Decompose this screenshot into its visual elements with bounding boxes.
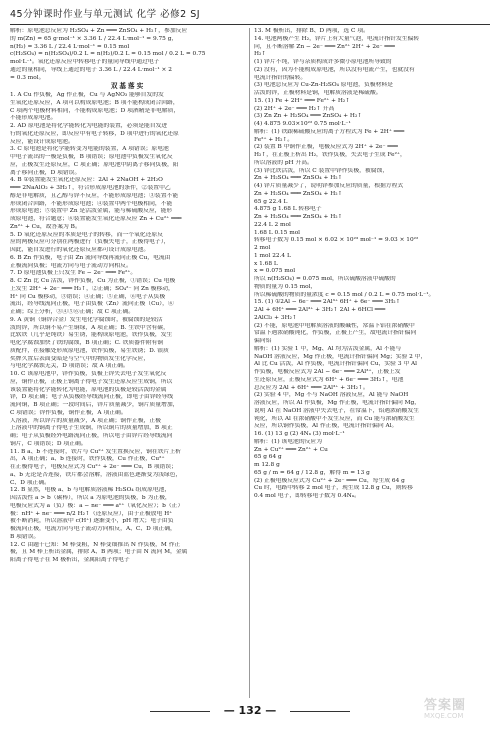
text-line: 65 g 64 g bbox=[254, 454, 282, 461]
text-line: 4.875 g 1.68 L 转移电子 bbox=[254, 206, 322, 213]
text-line: 10. C 该原电池中，锌作负极，负极上锌失去电子发生氧化反 bbox=[10, 371, 167, 377]
text-line: 向，且不断溶解 Zn − 2e⁻ ═══ Zn²⁺ 2H⁺ + 2e⁻ ═══ bbox=[254, 43, 395, 50]
text-line: 正极流向负极；电流方向与电子流动方向相反。 bbox=[10, 262, 132, 269]
text-line: Zn + H₂SO₄ ═══ ZnSO₄ + H₂↑ bbox=[254, 190, 343, 197]
text-line: Zn + H₂SO₄ ═══ ZnSO₄ + H₂↑ bbox=[254, 175, 343, 182]
text-line: 醇是非电解质，且乙醇与锌不反应，不能形成原电池；③装置不能 bbox=[10, 192, 179, 199]
text-line: 15. (1) ①2Al − 6e⁻ ═══ 2Al³⁺ 6H⁺ + 6e⁻ ═══ 3H₂↑ bbox=[254, 299, 401, 306]
text-line: 22.4 L 2 mol bbox=[254, 221, 291, 228]
text-line: 形成原电池；⑤装置中 Zn 是活泼金属，能与稀硫酸反应，能形 bbox=[10, 208, 173, 215]
text-line: Zn + Cu²⁺ ═══ Zn²⁺ + Cu bbox=[254, 446, 328, 453]
text-line: = 0.3 mol。 bbox=[10, 74, 45, 81]
text-line: 说明 Al 在 NaOH 溶液中失去电子，在常温下，铝遇浓硝酸发生 bbox=[254, 407, 420, 414]
text-line: 2. AD 原电池是将化学能转化为电能的装置，必须是能自发进 bbox=[10, 123, 168, 129]
text-line: 解析：原电池总反应为 H₂SO₄ + Zn ═══ ZnSO₄ + H₂↑，参加反应 bbox=[10, 28, 188, 34]
text-line: 65 g 22.4 L bbox=[254, 198, 288, 205]
text-line: 1. A Cu 作负极，Ag 作正极，Cu 与 AgNO₃ 能够自发的发 bbox=[10, 92, 164, 98]
text-line: 1 mol 22.4 L bbox=[254, 252, 291, 259]
section-title: 双基落实 bbox=[110, 82, 146, 91]
text-line: (3) 电池总反应为 Cu-Zn-H₂SO₄ 原电池，负极材料是 bbox=[254, 82, 393, 89]
text-line: 解析：(1) 实验 1 中，Mg、Al 均为活泼金属，Al 不能与 bbox=[254, 345, 402, 352]
text-line: x = 0.075 mol bbox=[254, 268, 296, 275]
text-line: m 12.8 g bbox=[254, 462, 280, 468]
text-line: (4) 4.875 9.03×10²² 0.75 mol·L⁻¹ bbox=[254, 121, 351, 127]
text-line: 2AlCl₃ + 3H₂↑ bbox=[254, 314, 297, 321]
text-line: 应的两极反应可分别在两极进行（负极失电子，正极得电子）， bbox=[10, 239, 170, 246]
watermark-logo bbox=[424, 692, 494, 726]
text-line: a、b 无论是否连接，铁片都会溶解，溶液由蓝色逐渐变为浅绿色， bbox=[10, 471, 182, 478]
text-line: 通过的量相同，导线上通过的电子 3.36 L / 22.4 L·mol⁻¹ × 2 bbox=[10, 66, 172, 73]
text-line: 反应，能设计成原电池。 bbox=[10, 138, 74, 145]
watermark-text: 答案圈 bbox=[424, 698, 467, 713]
text-line: NaOH 溶液反应，Mg 作正极，电流计指针偏向 Mg；实验 2 中， bbox=[254, 353, 427, 360]
text-line: 生氧化还原反应，A 项可以构成原电池；B 项不能构成闭合回路， bbox=[10, 99, 179, 106]
text-line: (4) 锌片质量减少了，说明锌参加反应的质量，根据方程式 bbox=[254, 183, 404, 189]
text-line: 8. C Zn 比 Cu 活泼，锌作负极，Cu 为正极，①错误；Cu 电极 bbox=[10, 278, 176, 284]
text-line: mol·L⁻¹。氧化还原反应中转移电子的量同导线中通过电子 bbox=[10, 59, 160, 65]
text-line: 12. C 由题干已知：M 棒变粗，N 棒变细推出 N 作负极，M 作正 bbox=[10, 541, 181, 548]
text-line: 阳离子得电子在 M 极析出，金属阳离子得电子 bbox=[10, 557, 130, 563]
text-line: 质配件，在接触处形成原电池，铁作负极，易生铁锈；D. 银质 bbox=[10, 347, 169, 354]
text-line: (2) 没有，因为不能构成原电池，所以没有电流产生，也就没有 bbox=[254, 66, 415, 73]
text-line: 2 mol bbox=[254, 245, 271, 251]
text-line: 极：nH⁺ + ne⁻ ═══ n/2 H₂↑（还原反应），由于正极放电 H⁺ bbox=[10, 510, 173, 517]
text-line: (3) Zn Zn + H₂SO₄ ═══ ZnSO₄ + H₂↑ bbox=[254, 113, 363, 120]
text-line: 离子移向正极，D 项错误。 bbox=[10, 169, 81, 176]
text-line: 确；电子从负极经外电路流向正极，所以电子由锌片经导线流向 bbox=[10, 433, 173, 439]
text-line: 偏向铝 bbox=[254, 338, 272, 344]
text-line: x 1.68 L bbox=[254, 260, 278, 267]
text-line: (2) 实验 4 中，Mg 不与 NaOH 溶液反应，Al 能与 NaOH bbox=[254, 392, 409, 399]
text-line: 极流向正极，电流方向与电子流动方向相反，A、C、D 项正确， bbox=[10, 526, 176, 532]
text-line: 形成闭合回路，不能形成原电池；④装置中两个电极相同，不能 bbox=[10, 200, 173, 207]
text-line: 与电化学腐蚀无关，D 项错误；故 A 项正确。 bbox=[10, 363, 129, 370]
page-number-text: — 132 — bbox=[210, 704, 291, 717]
text-line: 流向铜，B 项正确；一段时间后，锌片质量减少，铜片质量增加， bbox=[10, 402, 179, 408]
text-line: (3) 锌比铁活泼，所以 C 装置中锌作负极，被腐蚀， bbox=[254, 167, 389, 174]
text-line: 转移电子数为 0.15 mol × 6.02 × 10²³ mol⁻¹ = 9.03 × 10²² bbox=[254, 237, 419, 244]
text-line: 的 m(Zn) = 65 g·mol⁻¹ × 3.36 L / 22.4 L·mol⁻¹ = 9.75 g， bbox=[10, 35, 178, 42]
text-line: C 项两个电极材料相同，不能构成原电池；D 项酒精是非电解质， bbox=[10, 107, 180, 114]
text-line: 应，铜作正极，正极上铜离子得电子发生还原反应生成铜，所以 bbox=[10, 378, 173, 385]
text-line: 因此，能自发进行的氧化还原反应都可设计成原电池。 bbox=[10, 247, 150, 253]
text-line: 13. M 极析出，排除 B、D 两项，选 C 项。 bbox=[254, 28, 369, 34]
text-line: 活泼的锌，正极材料是铜，电解质溶液是稀硫酸。 bbox=[254, 90, 382, 96]
text-line: 应，正极发生还原反应，C 项正确；原电池中阴离子移向负极，阳 bbox=[10, 161, 179, 168]
text-line: 14. 电池两极产生 H₂，锌片上有大量气泡，电流计指针发生偏转 bbox=[254, 35, 420, 42]
text-line: (2) 2H⁺ + 2e⁻ ═══ H₂↑ 升高 bbox=[254, 105, 335, 112]
text-line: 该装置能将化学能转化为电能，原电池的负极是较活泼的金属 bbox=[10, 386, 167, 393]
text-line: 比软铁（几乎是纯铁）易生锈，能构成原电池，铁作负极，发生 bbox=[10, 332, 173, 339]
text-line: 溶液反应，所以 Al 作负极，Mg 作正极，电流计指针偏向 Mg， bbox=[254, 400, 421, 406]
text-line: H⁺ 向 Cu 极移动，③错误；④正确；⑤正确，⑥电子从负极 bbox=[10, 293, 166, 300]
text-line: 所以 n(H₂SO₄) = 0.075 mol，所以硫酸溶液中硫酸的 bbox=[254, 276, 396, 282]
text-line: 3. C 原电池是将化学能转变为电能的装置，A 项错误；原电池 bbox=[10, 146, 169, 153]
text-line: Al 比 Cu 活泼，Al 作负极，电流计指针偏向 Cu，实验 3 中 Al bbox=[254, 361, 418, 368]
text-line: 成原电池，符合题意；⑥装置能发生氧化还原反应 Zn + Cu²⁺ ═══ bbox=[10, 216, 182, 222]
page-header: 45分钟课时作业与单元测试 化学 必修2 SJ bbox=[10, 6, 490, 25]
text-line: 作负极，电极反应式为 2Al − 6e⁻ ═══ 2Al³⁺，正极上发 bbox=[254, 369, 401, 375]
text-line: ═══ 2NaAlO₂ + 3H₂↑，符合形成原电池的条件，②装置中乙 bbox=[10, 185, 171, 191]
text-line: 5. D 氧化还原反应的本质是电子的转移，而一个氧化还原反 bbox=[10, 231, 163, 238]
text-line: 中电子流出的一极是负极，B 项错误；原电池中负极发生氧化反 bbox=[10, 154, 173, 160]
text-line: 所以溶液的 pH 升高。 bbox=[254, 159, 313, 166]
text-line: 11. B a、b 不连接时，铁片与 Cu²⁺ 发生置换反应，铜在铁片上析 bbox=[10, 448, 181, 455]
text-line: 锌，D 项正确；电子从负极经导线流向正极，即电子由锌经导线 bbox=[10, 394, 174, 401]
text-line: 4. B ①装置能发生氧化还原反应：2Al + 2NaOH + 2H₂O bbox=[10, 177, 163, 184]
text-line: B 项错误。 bbox=[10, 533, 40, 540]
text-line: 出，A 项正确；a、b 连接时，铁作负极，Cu 作正极，Cu²⁺ bbox=[10, 456, 165, 463]
text-line: 6. B Zn 作负极，电子由 Zn 流向导线再流向正极 Cu，电流由 bbox=[10, 254, 171, 261]
text-line: C 项错误；锌作负极，铜作正极，A 项正确。 bbox=[10, 409, 127, 416]
text-line: (2) 不能，原电池中电解质溶液的酸碱性，常温下铝在浓硝酸中 bbox=[254, 322, 415, 329]
text-line: 不能形成原电池。 bbox=[10, 115, 57, 122]
text-line: 解析：(1) 该电池的反应为 bbox=[254, 438, 323, 445]
text-line: 奖牌久置后表面变暗是与空气中的物质发生化学反应， bbox=[10, 355, 150, 362]
text-line: 2Al + 6H⁺ ═══ 2Al³⁺ + 3H₂↑ 2Al + 6HCl ═══ bbox=[254, 307, 386, 313]
text-line: 行的氧化还原反应，即反应中有电子转移，D 项中进行的氧化还原 bbox=[10, 130, 179, 137]
text-line: 人溶液，所以锌片的质量减少，A 项正确；铜作正极，正极 bbox=[10, 417, 161, 424]
text-line: n(H₂) = 3.36 L / 22.4 L·mol⁻¹ = 0.15 mol bbox=[10, 43, 130, 50]
text-line: 15. (1) Fe + 2H⁺ ═══ Fe²⁺ + H₂↑ bbox=[254, 97, 351, 104]
watermark-subtext: MXQE.COM bbox=[424, 712, 464, 720]
text-line: 电极反应式为 a（负）极：a − ne⁻ ═══ aⁿ⁺（氧化反应）；b（正） bbox=[10, 502, 184, 509]
text-line: Cu 时，电路中转移 2 mol 电子，现生成 12.8 g Cu，则转移 bbox=[254, 485, 413, 492]
text-line: Zn²⁺ + Cu，故答案为 B。 bbox=[10, 223, 81, 230]
text-line: 正确；综上分析，③④⑤⑥正确；故 C 项正确。 bbox=[10, 309, 135, 315]
text-line: C、D 项正确。 bbox=[10, 479, 50, 486]
text-line: 0.4 mol 电子，即转移电子数为 0.4Nₐ。 bbox=[254, 493, 360, 499]
text-line: 9. A 黄铜（铜锌合金）发生电化学腐蚀时，被腐蚀的是较活 bbox=[10, 316, 163, 323]
text-line: 电流计指针的偏转。 bbox=[254, 74, 307, 81]
text-line: (1) 锌片不纯，锌与杂质构成许多微小原电池所导致的 bbox=[254, 59, 392, 65]
text-line: (2) 正极电极反应式为 Cu²⁺ + 2e⁻ ═══ Cu，每生成 64 g bbox=[254, 477, 405, 484]
text-line: 流出，经导线流向正极，电子由负极（Zn）流向正极（Cu），⑥ bbox=[10, 301, 174, 308]
text-line: 极，且 M 棒上析出金属，排除 A、B 两项；电子由 N 流向 M，金属 bbox=[10, 549, 188, 556]
text-line: 上溶液中的铜离子得电子生成铜，所以铜片的质量增加，B 项正 bbox=[10, 425, 173, 432]
text-line: 7. D 原电池负极上只发生 Fe − 2e⁻ ═══ Fe²⁺。 bbox=[10, 270, 137, 277]
text-line: 因活泼性 a > b（碳棒），所以 a 为原电池的负极，b 为正极， bbox=[10, 495, 171, 501]
text-line: 解析：(1) 铁跟稀硫酸反应的离子方程式为 Fe + 2H⁺ ═══ bbox=[254, 128, 405, 135]
right-column bbox=[254, 28, 490, 698]
text-line: 12. B 显然，电极 a、b 与电解质溶液稀 H₂SO₄ 组成原电池， bbox=[10, 487, 171, 494]
text-line: 泼的锌，所以铜不易产生铜绿，A 项正确；B. 生铁中含有碳， bbox=[10, 324, 169, 331]
column-divider bbox=[249, 28, 250, 698]
text-line: H₂↑，在正极上析出 H₂，铁作负极，失去电子生成 Fe²⁺， bbox=[254, 152, 406, 158]
left-column bbox=[10, 28, 246, 698]
text-line: Fe²⁺ + H₂↑。 bbox=[254, 136, 294, 143]
text-line: 被不断消耗，所以溶液中 c(H⁺) 逐渐变小，pH 增大；电子由负 bbox=[10, 518, 174, 525]
text-line: Zn + H₂SO₄ ═══ ZnSO₄ + H₂↑ bbox=[254, 214, 343, 220]
text-line: 所以稀硫酸的物质的量浓度 c = 0.15 mol / 0.2 L = 0.75 mol·L⁻¹。 bbox=[254, 291, 435, 298]
text-line: 上发生 2H⁺ + 2e⁻ ═══ H₂↑，②正确；SO₄²⁻ 向 Zn 极移动， bbox=[10, 285, 174, 292]
text-line: (2) 装置 B 中铜作正极，电极反应式为 2H⁺ + 2e⁻ ═══ bbox=[254, 144, 398, 151]
text-line: 反应，所以铜作负极，Al 作正极，电流计指针偏向 Al。 bbox=[254, 423, 398, 430]
text-line: 物质的量为 0.15 mol， bbox=[254, 283, 317, 290]
text-line: 总反应为 2Al + 6H⁺ ═══ 2Al³⁺ + 3H₂↑。 bbox=[254, 384, 369, 391]
text-line: 1.68 L 0.15 mol bbox=[254, 229, 301, 236]
text-line: 铜片，C 项错误；D 项正确。 bbox=[10, 440, 87, 447]
text-line: 16. (1) 13 g (2) 4Nₐ (3) mol·L⁻¹ bbox=[254, 431, 345, 437]
text-line: 在正极得电子，电极反应式为 Cu²⁺ + 2e⁻ ═══ Cu，B 项错误； bbox=[10, 464, 177, 470]
text-line: 电化学腐蚀加快了铁的腐蚀，B 项正确；C. 铁质器件附有铜 bbox=[10, 340, 164, 346]
text-line: 常温下遇浓硝酸钝化，作负极，正极上产生，故电流计指针偏向 bbox=[254, 330, 417, 337]
text-line: 生还原反应，正极反应式为 6H⁺ + 6e⁻ ═══ 3H₂↑，电池 bbox=[254, 376, 404, 383]
text-line: c(H₂SO₄) = n(H₂SO₄)/0.2 L = n(H₂)/0.2 L = 0.15 mol / 0.2 L = 0.75 bbox=[10, 51, 206, 58]
text-line: 钝化，所以 Al 在浓硝酸中不发生反应，而 Cu 能与浓硝酸发生 bbox=[254, 415, 415, 422]
text-line: 65 g / m = 64 g / 12.8 g，解得 m = 13 g bbox=[254, 469, 370, 476]
text-line: H₂↑ bbox=[254, 51, 267, 58]
